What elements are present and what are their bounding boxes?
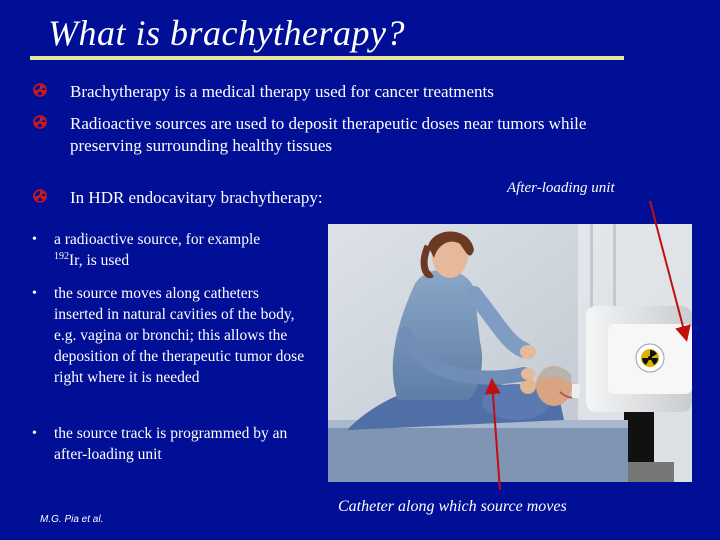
after-loading-arrow <box>650 201 686 338</box>
catheter-label: Catheter along which source moves <box>338 498 567 515</box>
sub-bullet-dot: • <box>32 286 37 301</box>
sub-bullet-text: the source moves along catheters inserted in natural cavities of the body, e.g. vagina or bronchi; this allows the deposition of the therapeutic tumor dose right where it is needed <box>54 285 305 386</box>
after-loading-unit-label: After-loading unit <box>507 180 615 196</box>
isotope-symbol: Ir <box>69 252 79 269</box>
sub-bullet-text-part: a radioactive source, for example <box>54 231 261 248</box>
isotope-mass-number: 192 <box>54 250 69 262</box>
sub-bullet-dot: • <box>32 232 37 247</box>
bullet-text: In HDR endocavitary brachytherapy: <box>70 188 323 207</box>
sub-bullet-dot: • <box>32 426 37 441</box>
catheter-arrow <box>492 382 500 490</box>
author-credit: M.G. Pia et al. <box>40 514 104 525</box>
slide-title: What is brachytherapy? <box>48 13 405 53</box>
bullet-text: Radioactive sources are used to deposit therapeutic doses near tumors while preserving surrounding healthy tissues <box>70 114 587 155</box>
bullet-text: Brachytherapy is a medical therapy used for cancer treatments <box>70 82 494 101</box>
sub-bullet-text-part: , is used <box>78 252 130 269</box>
sub-bullet-text: the source track is programmed by an after-loading unit <box>54 425 288 463</box>
